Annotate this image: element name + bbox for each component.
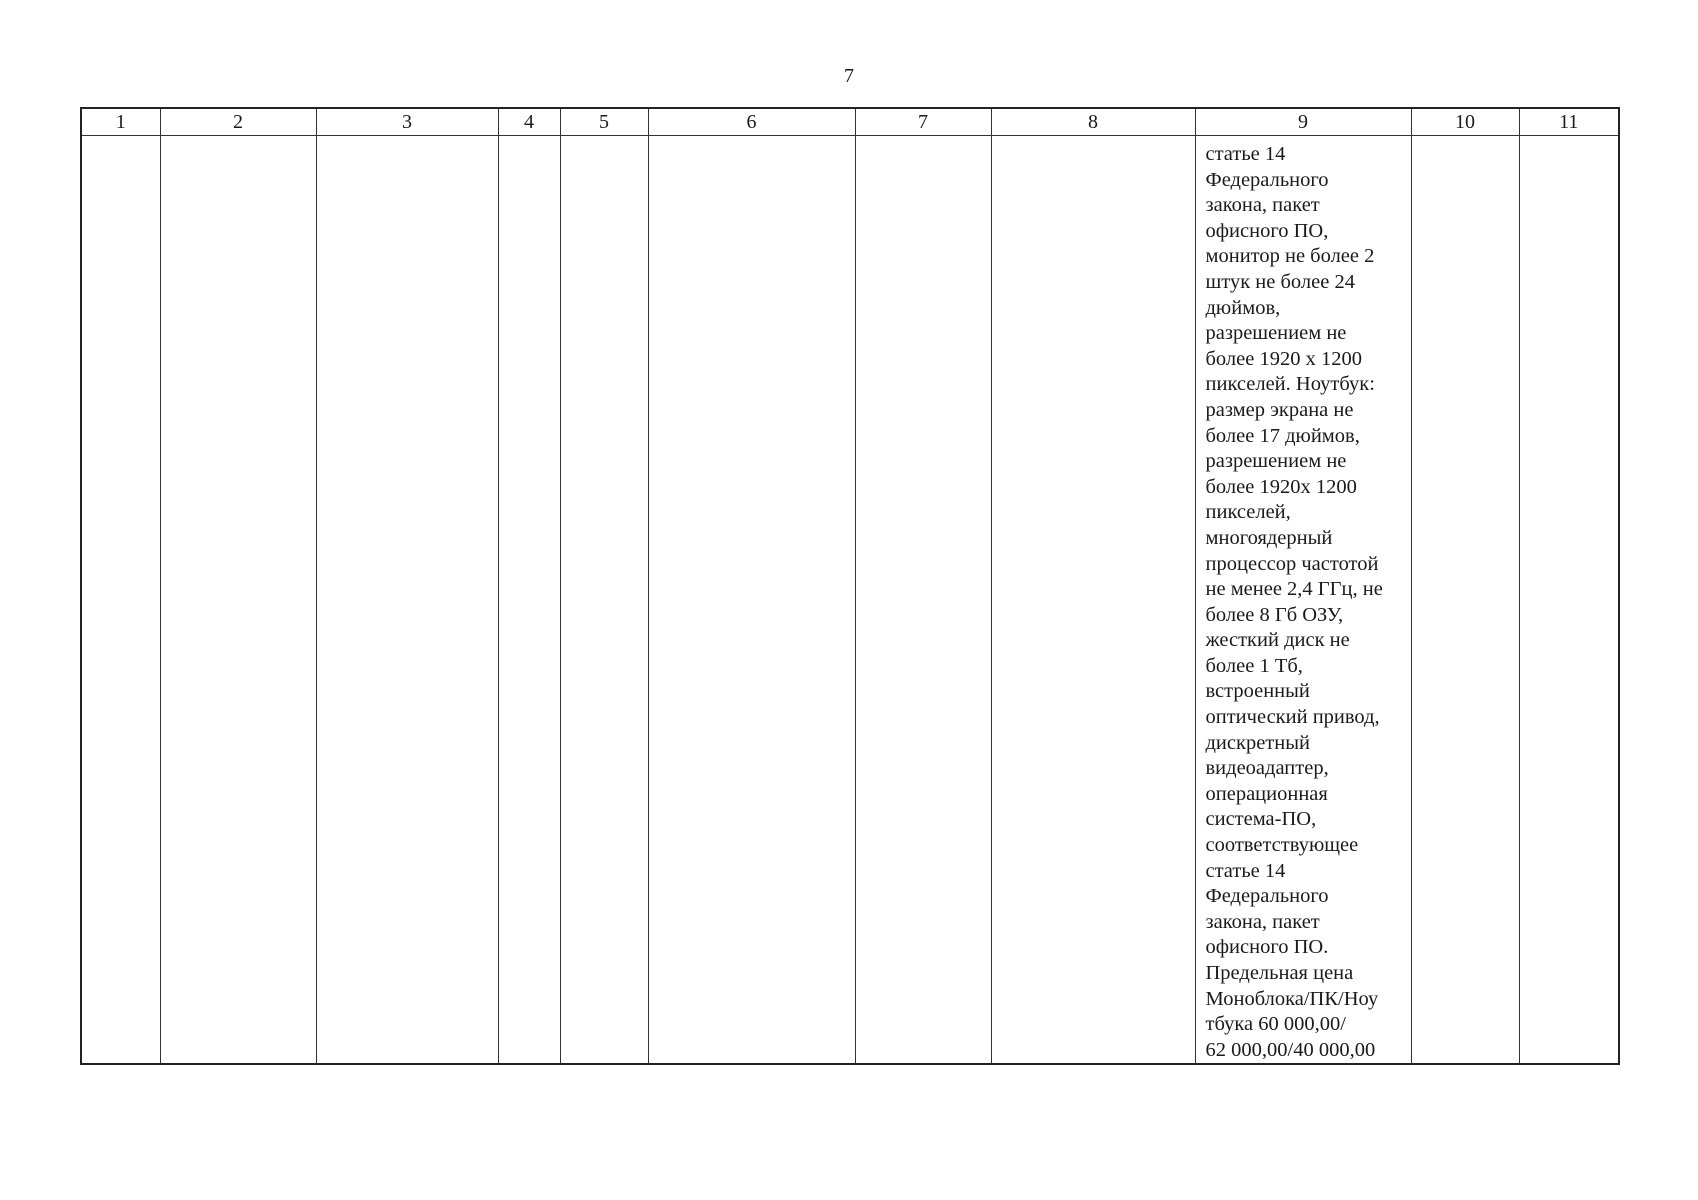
page-number: 7 — [844, 65, 854, 87]
column-header-9: 9 — [1195, 108, 1411, 136]
table-cell-col10 — [1411, 136, 1519, 1065]
document-table — [80, 107, 1620, 1065]
table-row — [81, 136, 1619, 1065]
column-header-11: 11 — [1519, 108, 1619, 136]
table-cell-col2 — [160, 136, 316, 1065]
column-header-2: 2 — [160, 108, 316, 136]
table-cell-col11 — [1519, 136, 1619, 1065]
column-header-8: 8 — [991, 108, 1195, 136]
table-cell-col5 — [560, 136, 648, 1065]
column-header-3: 3 — [316, 108, 498, 136]
table-cell-col8 — [991, 136, 1195, 1065]
column-header-5: 5 — [560, 108, 648, 136]
table-cell-col6 — [648, 136, 855, 1065]
table-cell-col4 — [498, 136, 560, 1065]
table-cell-col9-description: статье 14 Федерального закона, пакет офисного ПО, монитор не более 2 штук не более 24 дюймов, разрешением не более 1920 х 1200 пикселей. Ноутбук: размер экрана не более 17 дюймов, разрешением не более 1920х 1200 пикселей, многоядерный процессор частотой не менее 2,4 ГГц, не более 8 Гб ОЗУ, жесткий диск не более 1 Тб, встроенный оптический привод, дискретный видеоадаптер, операционная система-ПО, соответствующее статье 14 Федерального закона, пакет офисного ПО. Предельная цена Моноблока/ПК/Ноу тбука 60 000,00/ 62 000,00/40 000,00 — [1195, 136, 1411, 1065]
column-header-1: 1 — [81, 108, 160, 136]
column-header-4: 4 — [498, 108, 560, 136]
table-header-row — [81, 108, 1619, 136]
table-cell-col1 — [81, 136, 160, 1065]
column-header-10: 10 — [1411, 108, 1519, 136]
column-header-7: 7 — [855, 108, 991, 136]
table-cell-col3 — [316, 136, 498, 1065]
column-header-6: 6 — [648, 108, 855, 136]
table-cell-col7 — [855, 136, 991, 1065]
